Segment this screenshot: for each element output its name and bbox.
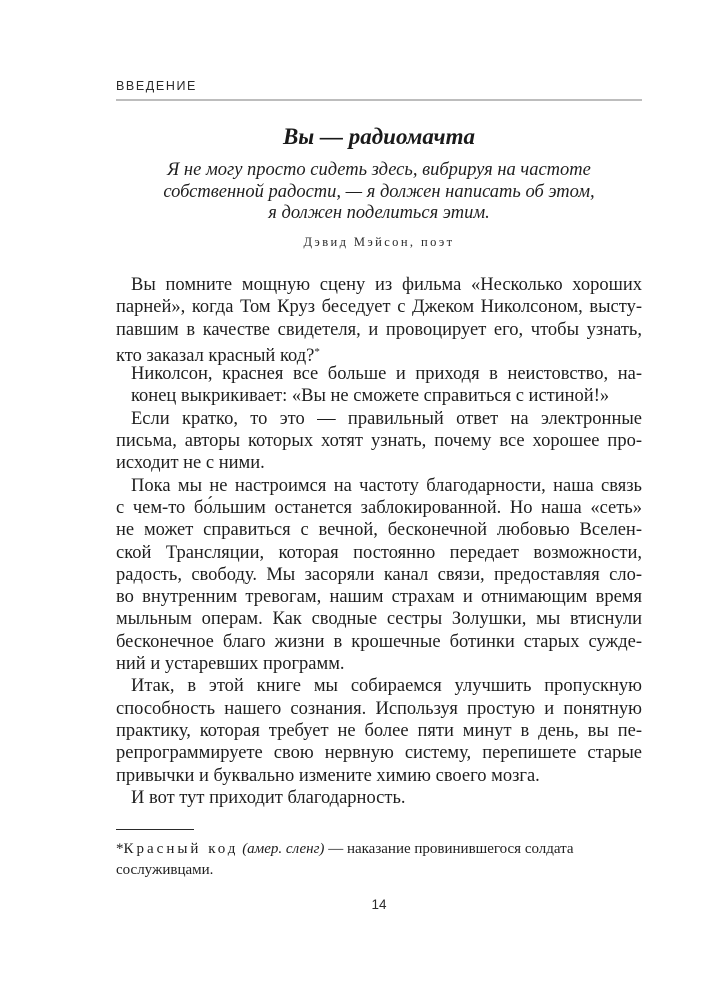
footnote-definition: — наказание провинившегося солдата [324,841,574,857]
text-line: мыльным операм. Как сводные сестры Золушки, мы втиснули [116,609,642,630]
body-text [116,274,642,809]
text-line: И вот тут приходит благодарность. [131,787,406,808]
text-line: Николсон, краснея все больше и приходя в неистовство, на- [131,364,642,385]
footnote-line [116,839,642,860]
text-line: исходит не с ними. [116,453,265,474]
text-line: радость, свободу. Мы засоряли канал связи, предоставляя сло- [116,564,642,585]
text-line: Итак, в этой книге мы собираемся улучшить пропускную [131,676,642,697]
text-line: бесконечное благо жизни в крошечные ботинки старых сужде- [116,631,642,652]
text-line: ний и устаревших программ. [116,654,345,675]
page-number: 14 [371,897,387,912]
text-line: парней», когда Том Круз беседует с Джеком Николсоном, высту- [116,297,642,318]
chapter-title: Вы — радиомачта [282,124,476,149]
text-line: павшим в качестве свидетеля, и провоцирует его, чтобы узнать, [116,319,642,340]
text-line: с чем-то бо́льшим останется заблокированной. Но наша «сеть» [116,497,642,518]
text-line: Пока мы не настроимся на частоту благодарности, наша связь [131,475,642,496]
footnote-line: сослуживцами. [116,862,214,878]
footnote-term: Красный код [123,841,239,857]
text-line: Вы помните мощную сцену из фильма «Несколько хороших [131,275,642,295]
text-line: практику, которая требует не более пяти минут в день, вы пе- [116,720,642,741]
text-line: конец выкрикивает: «Вы не сможете справиться с истиной!» [131,386,610,407]
text-line: Если кратко, то это — правильный ответ на электронные [131,408,642,429]
text-line: способность нашего сознания. Используя простую и понятную [116,698,642,719]
footnote-reference[interactable]: * [314,345,320,358]
text-line: письма, авторы которых хотят узнать, почему все хорошее про- [116,431,642,452]
epigraph-attribution: Дэвид Мэйсон, поэт [303,235,455,249]
text-line: ской Трансляции, которая постоянно передает возможности, [116,542,642,563]
text-line-with-footnote [116,341,642,366]
text-line: кто заказал красный код? [116,345,315,366]
footnote [116,839,642,881]
header-rule [116,99,642,101]
epigraph-line: я должен поделиться этим. [268,203,490,223]
footnote-gloss: (амер. сленг) [242,841,325,857]
epigraph-line: Я не могу просто сидеть здесь, вибрируя на частоте [167,160,591,180]
text-line: не может справиться с вечной, бесконечной любовью Вселен- [116,520,642,541]
running-head: ВВЕДЕНИЕ [116,79,197,93]
text-line: во внутренним тревогам, нашим страхам и отнимающим время [116,587,642,608]
footnote-marker: * [116,841,124,857]
text-line: репрограммируете свою нервную систему, перепишете старые [116,743,642,764]
text-line: привычки и буквально измените химию своего мозга. [116,765,540,786]
epigraph [116,160,642,225]
footnote-rule [116,829,194,830]
epigraph-line: собственной радости, — я должен написать об этом, [163,181,595,202]
